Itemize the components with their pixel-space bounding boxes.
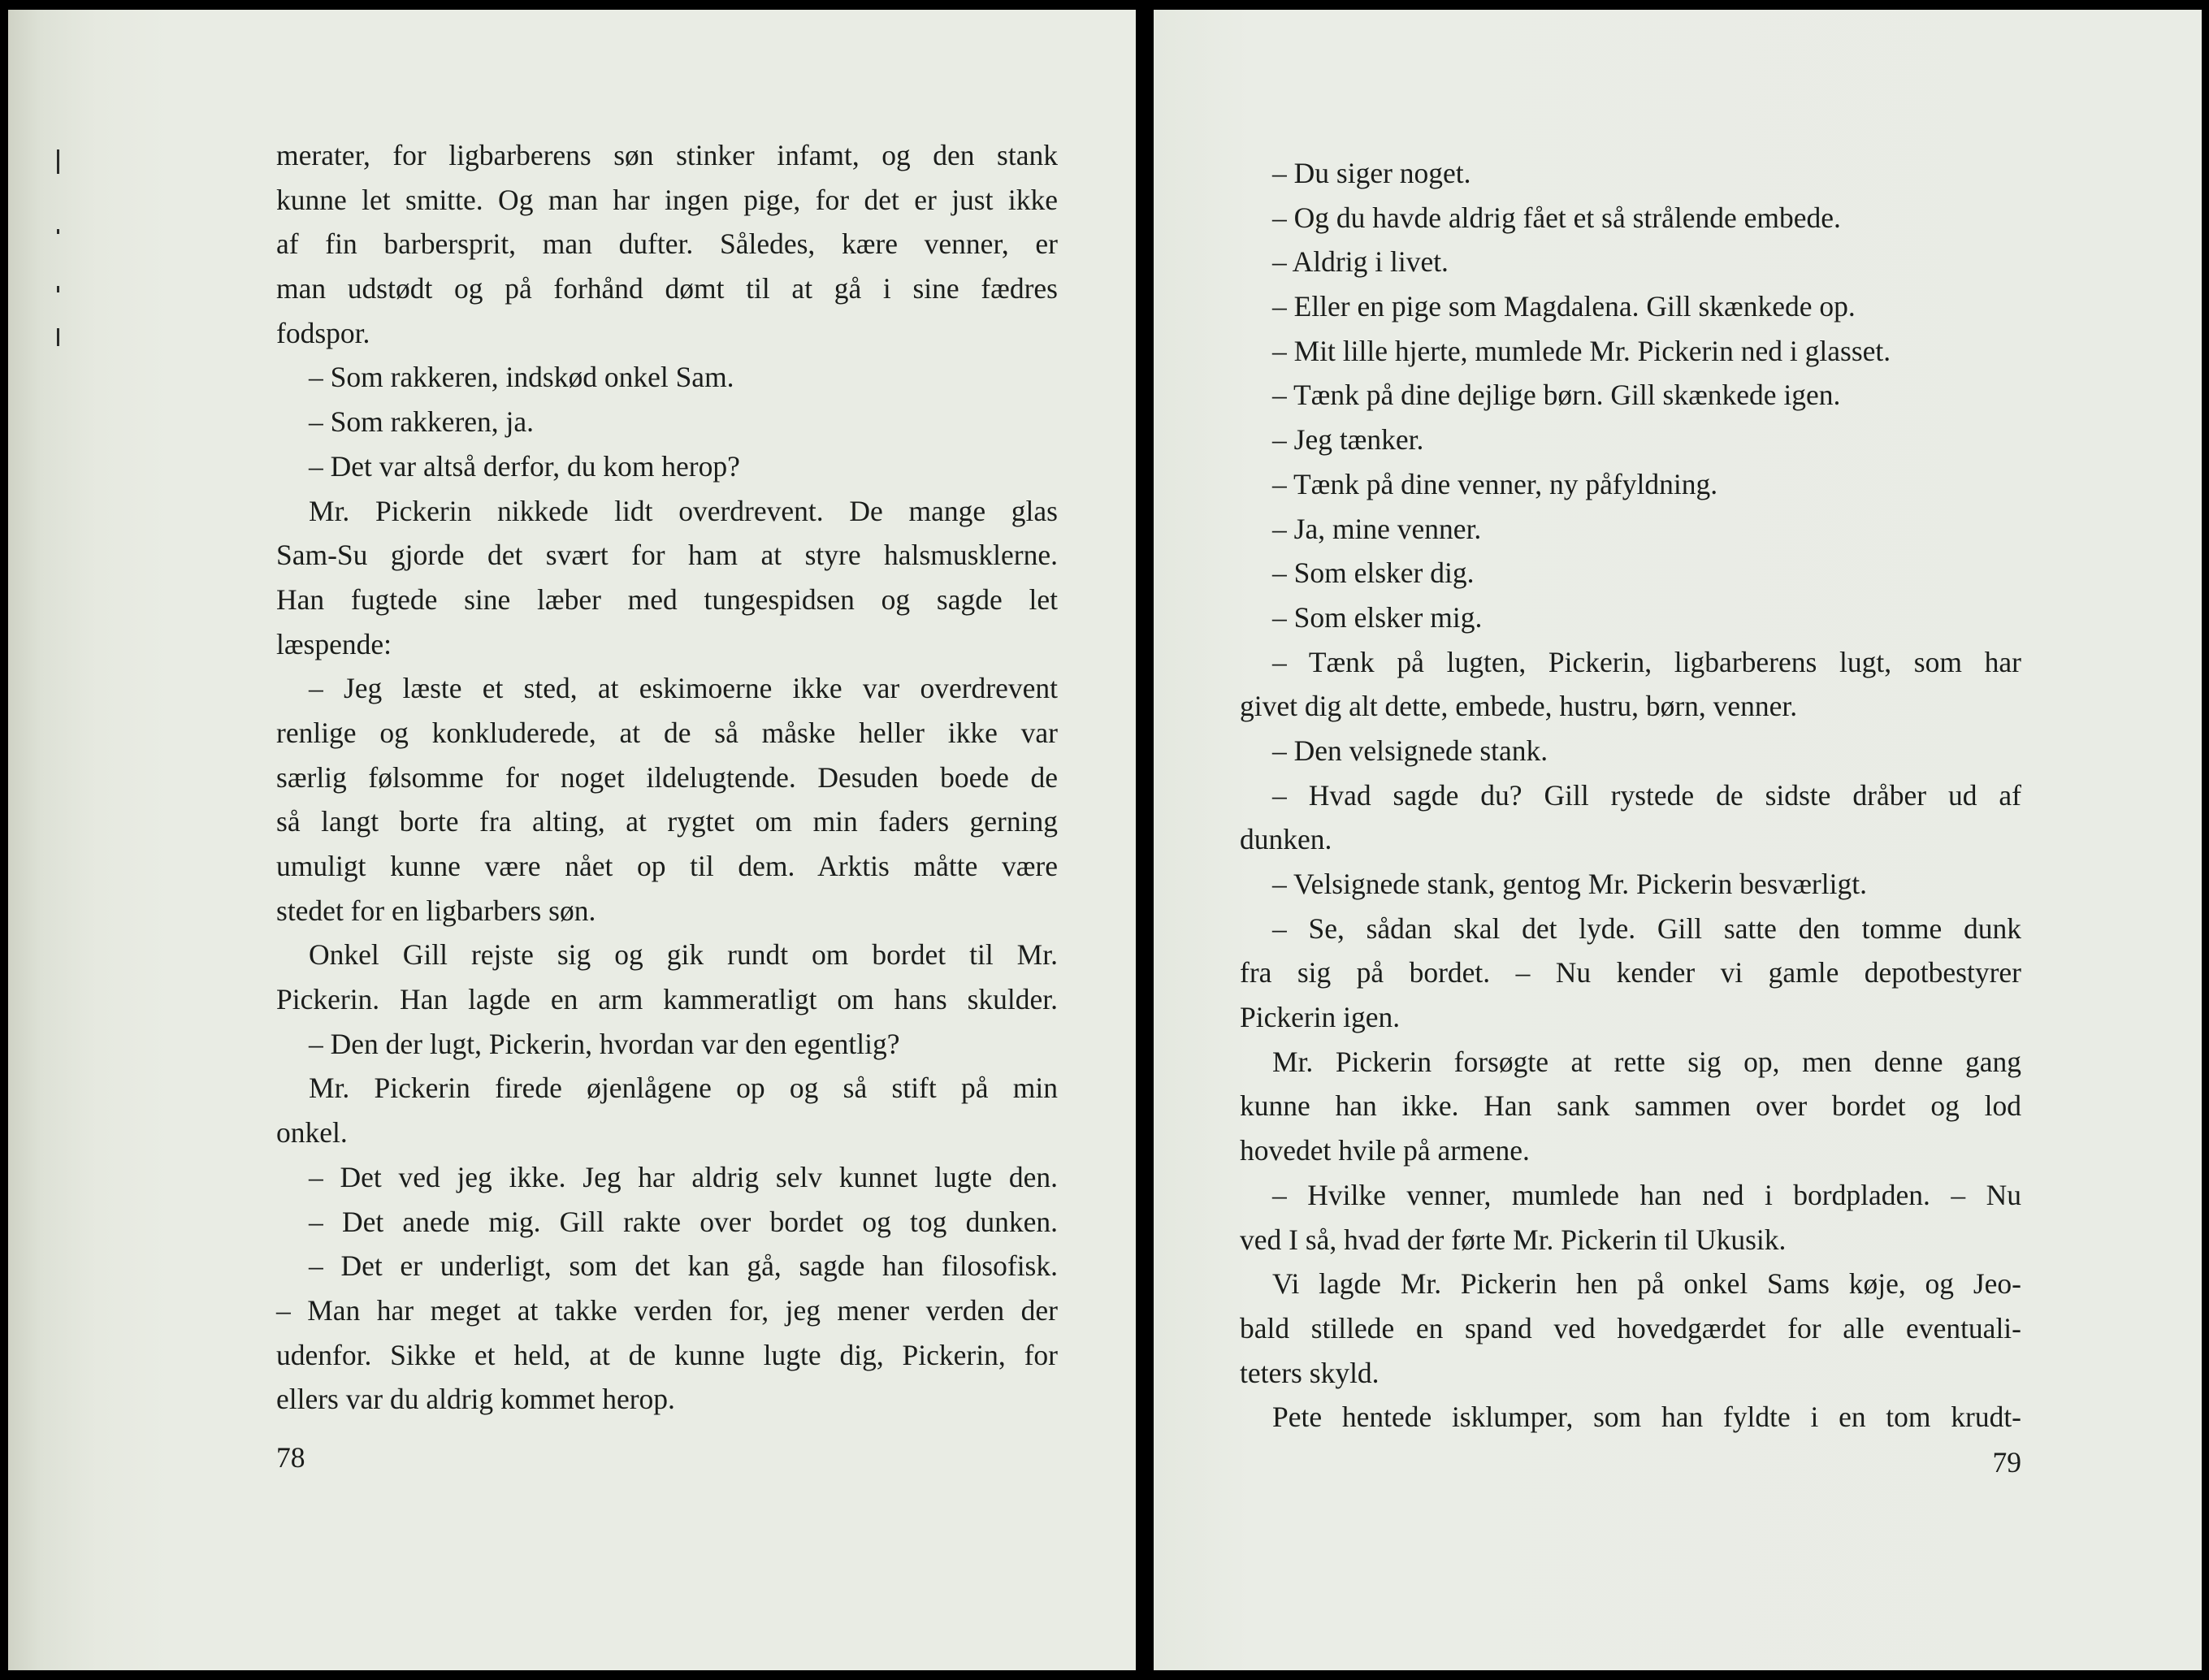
text-line: – Velsignede stank, gentog Mr. Pickerin besværligt. (1272, 868, 1867, 900)
text-line: – Man har meget at takke verden for, jeg mener verden der (276, 1293, 1058, 1327)
text-line: man udstødt og på forhånd dømt til at gå i sine fædres (276, 272, 1058, 305)
text-line: ellers var du aldrig kommet herop. (276, 1383, 675, 1416)
text-line: Pickerin. Han lagde en arm kammeratligt om hans skulder. (276, 983, 1058, 1016)
page-edge-marks (54, 140, 63, 383)
text-line: – Eller en pige som Magdalena. Gill skænkede op. (1272, 290, 1856, 323)
text-line: læspende: (276, 627, 392, 660)
text-line: ved I så, hvad der førte Mr. Pickerin til Ukusik. (1240, 1223, 1787, 1256)
left-page (8, 10, 1136, 1670)
left-page-number: 78 (276, 1441, 305, 1474)
text-line: – Jeg tænker. (1272, 423, 1424, 457)
text-line: – Som rakkeren, ja. (309, 405, 535, 439)
text-line: – Mit lille hjerte, mumlede Mr. Pickerin ned i glasset. (1272, 334, 1891, 367)
text-line: udenfor. Sikke et held, at de kunne lugte dig, Pickerin, for (276, 1338, 1058, 1371)
text-line: – Som rakkeren, indskød onkel Sam. (309, 361, 734, 394)
text-line: kunne let smitte. Og man har ingen pige, for det er just ikke (276, 183, 1058, 216)
text-line: fodspor. (276, 316, 370, 349)
text-line: – Som elsker dig. (1272, 556, 1475, 590)
text-line: stedet for en ligbarbers søn. (276, 894, 596, 927)
text-line: merater, for ligbarberens søn stinker infamt, og den stank (276, 139, 1058, 171)
text-line: kunne han ikke. Han sank sammen over bordet og lod (1240, 1089, 2021, 1123)
text-line: – Det anede mig. Gill rakte over bordet og tog dunken. (309, 1205, 1058, 1238)
left-page-body (276, 133, 1058, 1422)
text-line: af fin barbersprit, man dufter. Således, kære venner, er (276, 227, 1058, 261)
text-line: – Tænk på dine dejlige børn. Gill skænkede igen. (1272, 379, 1841, 412)
text-line: – Det ved jeg ikke. Jeg har aldrig selv kunnet lugte den. (309, 1160, 1058, 1193)
text-line: – Det var altså derfor, du kom herop? (309, 449, 740, 483)
right-page-body (1240, 151, 2021, 1440)
text-line: fra sig på bordet. – Nu kender vi gamle depotbestyrer (1240, 956, 2021, 989)
text-line: Onkel Gill rejste sig og gik rundt om bordet til Mr. (309, 938, 1058, 972)
text-line: Vi lagde Mr. Pickerin hen på onkel Sams køje, og Jeo- (1272, 1267, 2021, 1301)
book-gutter (1136, 0, 1154, 1680)
text-line: Mr. Pickerin forsøgte at rette sig op, men denne gang (1272, 1045, 2021, 1078)
text-line: – Jeg læste et sted, at eskimoerne ikke var overdrevent (309, 672, 1058, 705)
text-line: Mr. Pickerin nikkede lidt overdrevent. De mange glas (309, 494, 1058, 527)
text-line: så langt borte fra alting, at rygtet om min faders gerning (276, 805, 1058, 838)
text-line: renlige og konkluderede, at de så måske heller ikke var (276, 716, 1058, 749)
text-line: – Tænk på dine venner, ny påfyldning. (1272, 467, 1718, 500)
text-line: – Den der lugt, Pickerin, hvordan var den egentlig? (309, 1027, 900, 1060)
text-line: – Aldrig i livet. (1272, 245, 1449, 279)
right-page (1154, 10, 2202, 1670)
text-line: dunken. (1240, 823, 1332, 856)
text-line: særlig følsomme for noget ildelugtende. Desuden boede de (276, 760, 1058, 794)
text-line: – Og du havde aldrig fået et så strålende embede. (1272, 201, 1841, 234)
text-line: Han fugtede sine læber med tungespidsen og sagde let (276, 582, 1058, 616)
text-line: – Tænk på lugten, Pickerin, ligbarberens lugt, som har (1272, 645, 2021, 678)
text-line: Pete hentede isklumper, som han fyldte i en tom krudt- (1272, 1401, 2021, 1434)
text-line: – Du siger noget. (1272, 157, 1471, 189)
text-line: Mr. Pickerin firede øjenlågene op og så stift på min (309, 1072, 1058, 1105)
text-line: – Som elsker mig. (1272, 600, 1483, 634)
text-line: – Hvad sagde du? Gill rystede de sidste dråber ud af (1272, 778, 2021, 812)
right-page-number: 79 (1992, 1446, 2021, 1479)
text-line: givet dig alt dette, embede, hustru, børn, venner. (1240, 690, 1798, 723)
text-line: – Det er underligt, som det kan gå, sagde han filosofisk. (309, 1249, 1058, 1283)
text-line: – Ja, mine venner. (1272, 512, 1482, 545)
text-line: hovedet hvile på armene. (1240, 1134, 1530, 1167)
text-line: Pickerin igen. (1240, 1001, 1401, 1034)
text-line: – Den velsignede stank. (1272, 734, 1548, 767)
text-line: onkel. (276, 1116, 348, 1150)
text-line: teters skyld. (1240, 1356, 1380, 1389)
text-line: bald stillede en spand ved hovedgærdet for alle eventuali- (1240, 1311, 2021, 1344)
text-line: – Hvilke venner, mumlede han ned i bordpladen. – Nu (1272, 1178, 2021, 1211)
text-line: – Se, sådan skal det lyde. Gill satte den tomme dunk (1272, 911, 2021, 945)
text-line: Sam-Su gjorde det svært for ham at styre halsmusklerne. (276, 539, 1058, 572)
text-line: umuligt kunne være nået op til dem. Arktis måtte være (276, 850, 1058, 882)
